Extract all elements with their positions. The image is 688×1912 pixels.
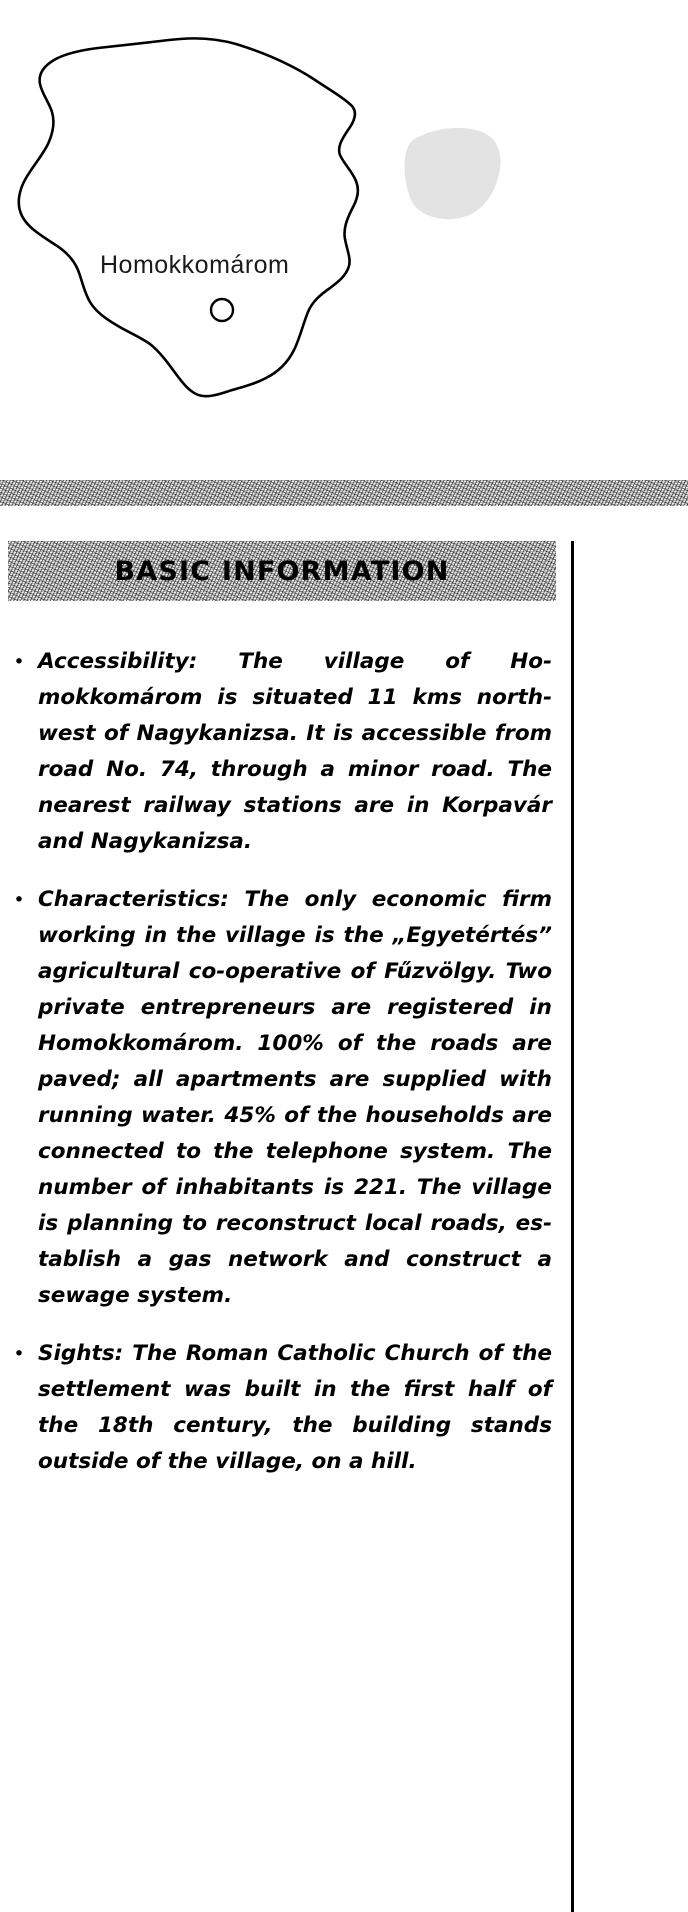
- sights-label: Sights:: [38, 1341, 124, 1366]
- village-boundary: [19, 38, 358, 396]
- bullet-icon: •: [13, 651, 25, 673]
- sights-text: The Roman Catholic Church of the settlement was built in the first half of the 18th century, the building stands outside of the village, on a hill.: [38, 1341, 552, 1474]
- list-item: [0, 644, 562, 860]
- column-divider: [571, 541, 574, 1912]
- settlement-circle-icon: [211, 299, 233, 321]
- map-svg: [0, 0, 688, 470]
- accessibility-paragraph: [38, 644, 562, 860]
- list-item: [0, 1336, 562, 1480]
- accessibility-label: Accessibility:: [38, 649, 198, 674]
- sights-paragraph: [38, 1336, 562, 1480]
- bullet-icon: •: [13, 889, 25, 911]
- page-title: BASIC INFORMATION: [114, 555, 450, 587]
- village-map: [0, 0, 688, 470]
- list-item: [0, 882, 562, 1314]
- village-name-label: Homokkomárom: [100, 251, 290, 279]
- characteristics-label: Characteristics:: [38, 887, 229, 912]
- basic-information-banner: [8, 541, 556, 601]
- map-shadow-blob: [405, 128, 501, 219]
- bullet-icon: •: [13, 1343, 25, 1365]
- section-separator-bar: [0, 480, 688, 506]
- characteristics-text: The only economic firm working in the village is the „Egyetértés” agricultural co-operative of Fűzvölgy. Two private entrepreneurs are registered in Homokkomárom. 100% of the roads are paved; all apartments are supplied with running water. 45% of the households are connected to the telephone system. The number of inhabitants is 221. The village is planning to reconstruct local roads, establish a gas network and construct a sewage system.: [38, 887, 552, 1308]
- basic-information-content: [0, 644, 562, 1502]
- accessibility-text: The village of Homokkomárom is situated 11 kms northwest of Nagykanizsa. It is accessible from road No. 74, through a minor road. The nearest railway stations are in Korpavár and Nagykanizsa.: [38, 649, 552, 854]
- characteristics-paragraph: [38, 882, 562, 1314]
